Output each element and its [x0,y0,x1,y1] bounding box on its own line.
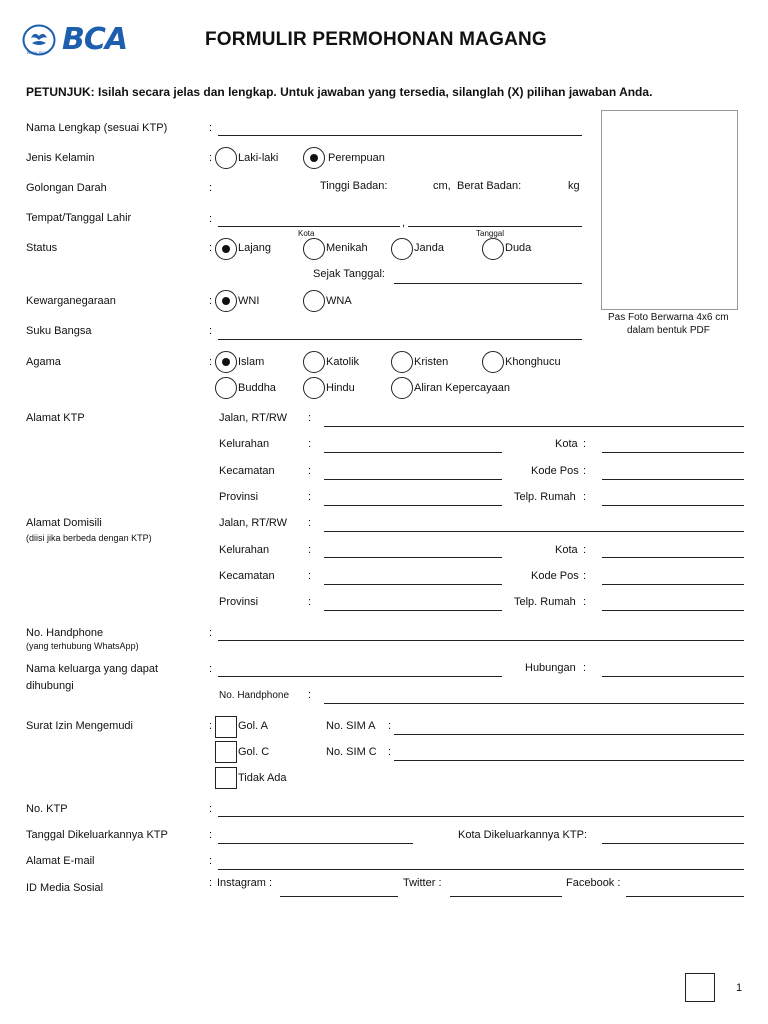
option-gol-c: Gol. C [238,746,270,758]
option-tidak-ada: Tidak Ada [238,772,287,784]
label-kelurahan: Kelurahan [219,544,270,556]
sep: : [308,517,312,529]
sep: : [209,877,213,889]
sep: : [209,213,213,225]
tempat-lahir-field[interactable] [218,226,400,227]
label-email: Alamat E-mail [26,855,95,867]
note-handphone: (yang terhubung WhatsApp) [26,641,139,651]
label-facebook: Facebook : [566,877,621,889]
ktp-jalan-field[interactable] [324,426,744,427]
ktp-provinsi-field[interactable] [324,505,502,506]
dom-kode-pos-field[interactable] [602,584,744,585]
option-lajang: Lajang [238,242,272,254]
label-kode-pos: Kode Pos [531,570,579,582]
logo-subtext: BANK BCA [27,50,48,55]
sep: : [209,122,213,134]
label-no-ktp: No. KTP [26,803,68,815]
label-instagram: Instagram : [217,877,273,889]
label-keluarga-1: Nama keluarga yang dapat [26,663,159,675]
option-laki-laki: Laki-laki [238,152,279,164]
sep: : [209,829,213,841]
label-sosmed: ID Media Sosial [26,882,104,894]
label-kewarganegaraan: Kewarganegaraan [26,295,116,307]
label-no-sim-c: No. SIM C [326,746,377,758]
label-jenis-kelamin: Jenis Kelamin [26,152,95,164]
ktp-kecamatan-field[interactable] [324,479,502,480]
radio-khonghucu[interactable] [482,351,504,373]
label-tinggi-badan: Tinggi Badan: [320,180,388,192]
ktp-telp-field[interactable] [602,505,744,506]
radio-menikah[interactable] [303,238,325,260]
photo-caption-2: dalam bentuk PDF [627,325,710,336]
radio-katolik[interactable] [303,351,325,373]
sep: : [308,491,312,503]
label-telp-rumah: Telp. Rumah [514,596,576,608]
ktp-kelurahan-field[interactable] [324,452,502,453]
no-ktp-field[interactable] [218,816,744,817]
label-provinsi: Provinsi [219,596,259,608]
label-hp-keluarga: No. Handphone [219,690,290,701]
note-alamat-domisili: (diisi jika berbeda dengan KTP) [26,533,152,543]
logo-text: BCA [62,22,128,57]
label-kota-ktp: Kota Dikeluarkannya KTP: [458,829,588,841]
footer-box [685,973,715,1002]
sep: : [209,295,213,307]
kota-ktp-field[interactable] [602,843,744,844]
sep: : [209,855,213,867]
photo-box[interactable] [601,110,738,310]
sep: : [583,662,587,674]
page-number: 1 [736,982,743,994]
checkbox-gol-c[interactable] [215,741,237,763]
option-islam: Islam [238,356,265,368]
label-jalan: Jalan, RT/RW [219,517,288,529]
keluarga-field[interactable] [218,676,502,677]
sep: : [308,596,312,608]
radio-wna[interactable] [303,290,325,312]
dom-telp-field[interactable] [602,610,744,611]
option-janda: Janda [414,242,444,254]
sep: : [209,325,213,337]
sep: : [388,746,392,758]
label-golongan-darah: Golongan Darah [26,182,107,194]
checkbox-tidak-ada[interactable] [215,767,237,789]
option-buddha: Buddha [238,382,276,394]
radio-duda[interactable] [482,238,504,260]
label-tanggal-small: Tanggal [476,229,505,238]
tanggal-lahir-field[interactable] [408,226,582,227]
label-no-sim-a: No. SIM A [326,720,376,732]
option-aliran-kepercayaan: Aliran Kepercayaan [414,382,511,394]
radio-islam[interactable] [215,351,237,373]
sep: : [308,465,312,477]
sep: : [583,438,587,450]
label-kelurahan: Kelurahan [219,438,270,450]
radio-wni[interactable] [215,290,237,312]
label-cm: cm, [433,180,451,192]
sep: : [209,627,213,639]
label-kode-pos: Kode Pos [531,465,579,477]
label-kg: kg [568,180,580,192]
instruction-text: PETUNJUK: Isilah secara jelas dan lengkap. Untuk jawaban yang tersedia, silanglah (X) pilihan jawaban Anda. [26,85,653,99]
checkbox-gol-a[interactable] [215,716,237,738]
dom-kelurahan-field[interactable] [324,557,502,558]
dom-provinsi-field[interactable] [324,610,502,611]
label-sejak-tanggal: Sejak Tanggal: [313,268,385,280]
sep: : [209,803,213,815]
ktp-kode-pos-field[interactable] [602,479,744,480]
option-menikah: Menikah [326,242,368,254]
email-field[interactable] [218,869,744,870]
photo-caption-1: Pas Foto Berwarna 4x6 cm [608,312,729,323]
twitter-field[interactable] [450,896,562,897]
label-telp-rumah: Telp. Rumah [514,491,576,503]
sim-c-field[interactable] [394,760,744,761]
sep: : [583,570,587,582]
radio-perempuan[interactable] [303,147,325,169]
sep: : [583,596,587,608]
dom-kota-field[interactable] [602,557,744,558]
option-wni: WNI [238,295,260,307]
label-kota: Kota [555,544,578,556]
label-jalan: Jalan, RT/RW [219,412,288,424]
dom-kecamatan-field[interactable] [324,584,502,585]
sep: : [308,570,312,582]
label-handphone: No. Handphone [26,627,104,639]
ttl-comma: , [402,217,406,229]
option-wna: WNA [326,295,352,307]
instagram-field[interactable] [280,896,398,897]
hubungan-field[interactable] [602,676,744,677]
sep: : [209,720,213,732]
label-sim: Surat Izin Mengemudi [26,720,133,732]
dom-jalan-field[interactable] [324,531,744,532]
option-khonghucu: Khonghucu [505,356,561,368]
facebook-field[interactable] [626,896,744,897]
label-hubungan: Hubungan [525,662,576,674]
label-ttl: Tempat/Tanggal Lahir [26,212,132,224]
page-title: FORMULIR PERMOHONAN MAGANG [205,29,547,50]
label-tgl-ktp: Tanggal Dikeluarkannya KTP [26,829,168,841]
option-gol-a: Gol. A [238,720,268,732]
sep: : [209,182,213,194]
radio-janda[interactable] [391,238,413,260]
label-suku-bangsa: Suku Bangsa [26,325,92,337]
sejak-tanggal-field[interactable] [394,283,582,284]
label-twitter: Twitter : [403,877,442,889]
nama-field[interactable] [218,135,582,136]
label-agama: Agama [26,356,61,368]
sep: : [308,544,312,556]
label-kota-small: Kota [298,229,315,238]
sep: : [308,689,312,701]
sep: : [209,242,213,254]
label-provinsi: Provinsi [219,491,259,503]
sep: : [583,491,587,503]
radio-hindu[interactable] [303,377,325,399]
option-kristen: Kristen [414,356,449,368]
hp-keluarga-field[interactable] [324,703,744,704]
radio-aliran-kepercayaan[interactable] [391,377,413,399]
sep: : [308,438,312,450]
sep: : [308,412,312,424]
label-alamat-ktp: Alamat KTP [26,412,85,424]
tgl-ktp-field[interactable] [218,843,413,844]
label-kecamatan: Kecamatan [219,570,275,582]
sep: : [209,356,213,368]
radio-lajang[interactable] [215,238,237,260]
label-alamat-domisili: Alamat Domisili [26,517,102,529]
label-kota: Kota [555,438,578,450]
sep: : [209,152,213,164]
label-berat-badan: Berat Badan: [457,180,522,192]
handphone-field[interactable] [218,640,744,641]
sep: : [388,720,392,732]
sim-a-field[interactable] [394,734,744,735]
suku-field[interactable] [218,339,582,340]
sep: : [583,465,587,477]
label-nama: Nama Lengkap (sesuai KTP) [26,122,168,134]
option-perempuan: Perempuan [328,152,385,164]
option-hindu: Hindu [326,382,355,394]
label-keluarga-2: dihubungi [26,680,74,692]
option-katolik: Katolik [326,356,360,368]
bca-logo [22,24,137,58]
ktp-kota-field[interactable] [602,452,744,453]
label-kecamatan: Kecamatan [219,465,275,477]
label-status: Status [26,242,58,254]
radio-buddha[interactable] [215,377,237,399]
radio-kristen[interactable] [391,351,413,373]
sep: : [583,544,587,556]
radio-laki-laki[interactable] [215,147,237,169]
sep: : [209,663,213,675]
option-duda: Duda [505,242,532,254]
